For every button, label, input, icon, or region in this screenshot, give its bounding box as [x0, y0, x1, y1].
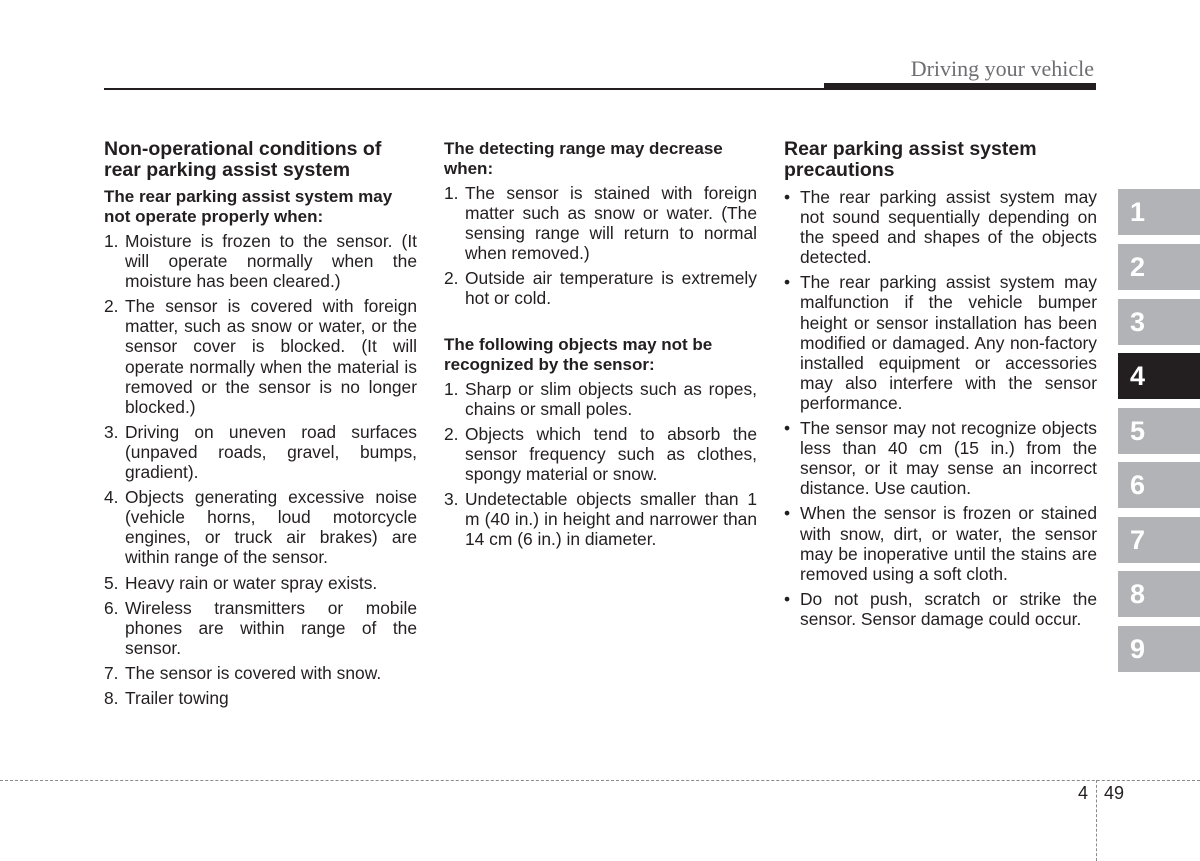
item-number: 7.	[104, 662, 119, 683]
list-item	[444, 379, 757, 419]
bullet-marker: •	[784, 272, 791, 293]
section-heading: Non-operational conditions of rear parking assist system	[104, 138, 382, 181]
column-detecting-range	[444, 139, 757, 554]
item-number: 2.	[444, 268, 459, 289]
chapter-tab-4[interactable]: 4	[1118, 353, 1200, 399]
list-item	[784, 418, 1097, 498]
list-item	[104, 487, 417, 567]
chapter-tab-3[interactable]: 3	[1118, 299, 1200, 345]
chapter-tab-5[interactable]: 5	[1118, 408, 1200, 454]
item-text: Trailer towing	[125, 687, 229, 708]
item-text: Wireless transmitters or mobile phones are within range of the sensor.	[125, 597, 417, 658]
list-item	[444, 268, 757, 308]
list-item	[784, 187, 1097, 267]
chapter-tab-8[interactable]: 8	[1118, 571, 1200, 617]
section-subheading: The rear parking assist system may not operate properly when:	[104, 187, 393, 226]
footer-chapter-number: 4	[1078, 783, 1089, 803]
item-text: Driving on uneven road surfaces (unpaved roads, gravel, bumps, gradient).	[125, 421, 417, 483]
item-text: The rear parking assist system may not sound sequentially depending on the speed and shapes of the objects detected.	[800, 187, 1097, 268]
bullet-marker: •	[784, 503, 791, 524]
item-number: 3.	[444, 489, 459, 510]
item-text: Sharp or slim objects such as ropes, chains or small poles.	[465, 378, 757, 419]
list-item	[104, 663, 417, 683]
item-text: Do not push, scratch or strike the sensor. Sensor damage could occur.	[800, 588, 1097, 629]
list-item	[104, 688, 417, 708]
item-text: Undetectable objects smaller than 1 m (40 in.) in height and narrower than 14 cm (6 in.) in diameter.	[465, 489, 757, 550]
range-decrease-list	[444, 183, 757, 309]
item-number: 1.	[104, 231, 119, 251]
footer-vertical-divider	[1096, 780, 1097, 861]
unrecognized-objects-list	[444, 379, 757, 550]
header-rule	[104, 88, 824, 90]
footer-divider	[0, 780, 1200, 781]
item-number: 2.	[104, 296, 119, 317]
section-subheading: The following objects may not be recognized by the sensor:	[444, 334, 713, 374]
item-number: 5.	[104, 572, 119, 593]
precautions-list	[784, 187, 1097, 629]
item-number: 8.	[104, 687, 119, 708]
header-rule-accent	[824, 83, 1096, 90]
item-text: The sensor is covered with foreign matter, such as snow or water, or the sensor cover is blocked. (It will operate normally when the material is removed or the sensor is no longer blocked.)	[125, 296, 417, 417]
section-subheading: The detecting range may decrease when:	[444, 139, 723, 178]
list-item	[784, 589, 1097, 629]
bullet-marker: •	[784, 418, 791, 439]
column-precautions	[784, 139, 1097, 634]
item-text: Heavy rain or water spray exists.	[125, 572, 378, 593]
item-number: 6.	[104, 597, 119, 618]
list-item	[104, 296, 417, 417]
page-header-title: Driving your vehicle	[910, 56, 1094, 81]
list-item	[444, 183, 757, 263]
list-item	[104, 598, 417, 658]
chapter-tab-9[interactable]: 9	[1118, 626, 1200, 672]
item-number: 1.	[444, 183, 459, 203]
list-item	[104, 422, 417, 482]
item-text: Moisture is frozen to the sensor. (It will operate normally when the moisture has been cleared.)	[125, 231, 417, 292]
section-heading: Rear parking assist system precautions	[784, 138, 1037, 181]
conditions-list	[104, 231, 417, 708]
item-number: 1.	[444, 378, 459, 399]
item-text: The rear parking assist system may malfunction if the vehicle bumper height or sensor installation has been modified or damaged. Any non-factory installed equipment or accessories may also interfere with the sensor performance.	[800, 272, 1097, 413]
item-number: 3.	[104, 421, 119, 442]
item-number: 4.	[104, 487, 119, 508]
list-item	[444, 489, 757, 549]
item-text: Objects generating excessive noise (vehicle horns, loud motorcycle engines, or truck air brakes) are within range of the sensor.	[125, 487, 417, 568]
item-text: The sensor is covered with snow.	[125, 662, 382, 683]
list-item	[784, 272, 1097, 413]
item-text: The sensor may not recognize objects less than 40 cm (15 in.) from the sensor, or it may sense an incorrect distance. Use caution.	[800, 418, 1097, 499]
item-text: Objects which tend to absorb the sensor frequency such as clothes, spongy material or snow.	[465, 423, 757, 484]
item-text: When the sensor is frozen or stained with snow, dirt, or water, the sensor may be inoperative until the stains are removed using a soft cloth.	[800, 503, 1097, 584]
bullet-marker: •	[784, 187, 791, 207]
list-item	[444, 424, 757, 484]
chapter-tab-1[interactable]: 1	[1118, 189, 1200, 235]
chapter-tab-6[interactable]: 6	[1118, 462, 1200, 508]
list-item	[104, 231, 417, 291]
bullet-marker: •	[784, 588, 791, 609]
list-item	[784, 503, 1097, 583]
column-non-operational-conditions	[104, 139, 417, 713]
item-text: The sensor is stained with foreign matter such as snow or water. (The sensing range will return to normal when removed.)	[465, 183, 757, 264]
chapter-tab-7[interactable]: 7	[1118, 517, 1200, 563]
item-text: Outside air temperature is extremely hot or cold.	[465, 268, 757, 309]
list-item	[104, 573, 417, 593]
footer-page-number: 49	[1104, 783, 1125, 803]
chapter-tab-2[interactable]: 2	[1118, 244, 1200, 290]
item-number: 2.	[444, 423, 459, 444]
